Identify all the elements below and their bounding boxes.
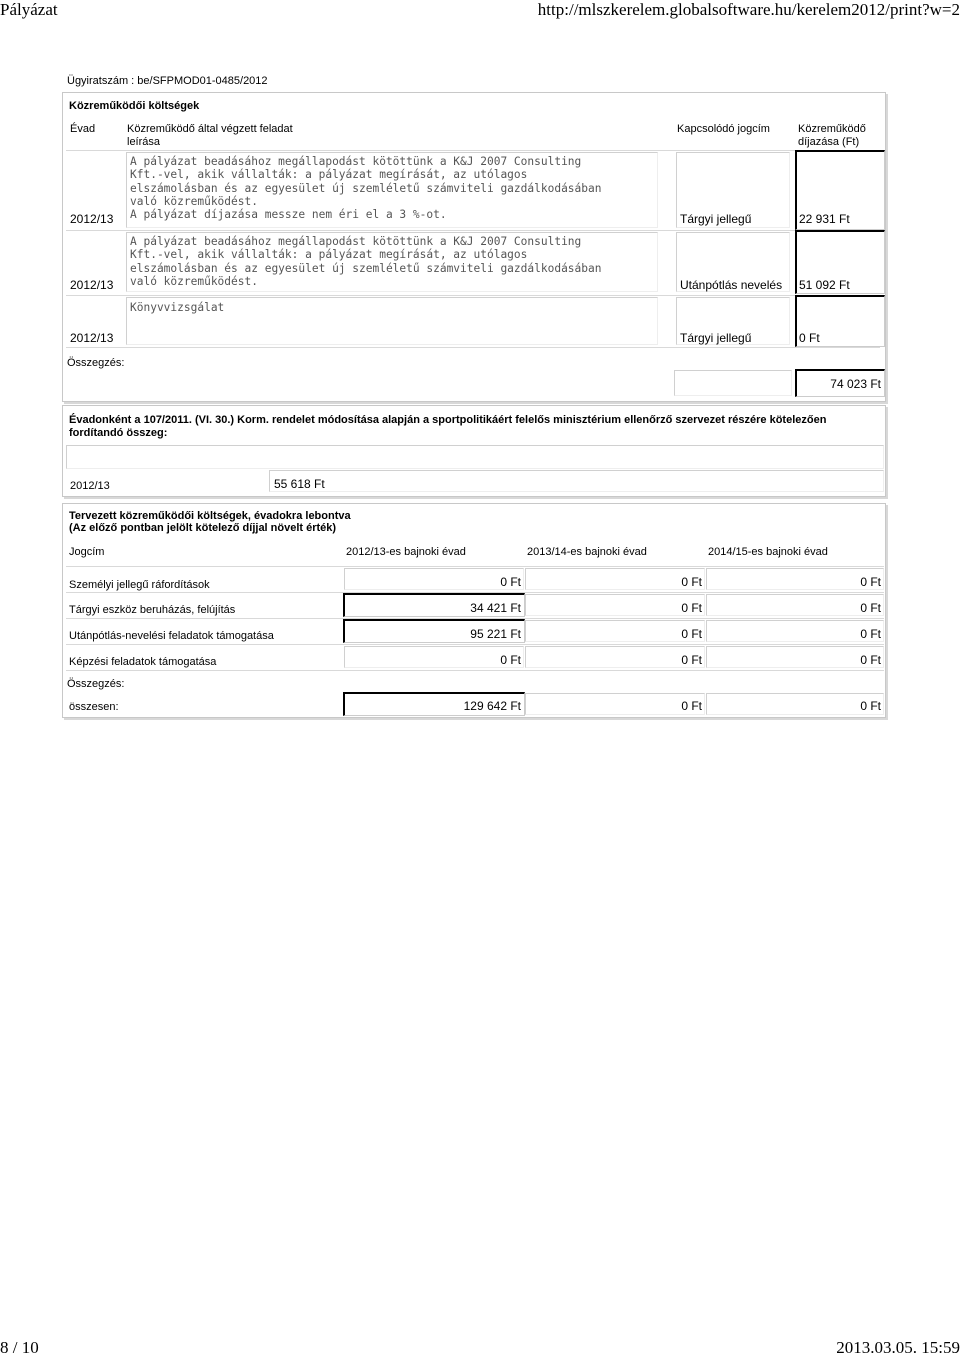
row-description: A pályázat beadásához megállapodást kötöttünk a K&J 2007 Consulting Kft.-vel, akik vállalták: a pályázat megírását, az utólagos elszámolásban és az egyesület új szemléletű számviteli gazdálkodásában való közreműködést. [130, 235, 602, 288]
row-jogcim: Tárgyi jellegű [680, 331, 752, 345]
total-label: összesen: [69, 701, 119, 713]
col-2013-14: 2013/14-es bajnoki évad [527, 546, 647, 558]
row-value-1: 0 Ft [500, 575, 521, 589]
row-value-2: 0 Ft [681, 653, 702, 667]
print-header-url: http://mlszkerelem.globalsoftware.hu/kerelem2012/print?w=2 [537, 0, 960, 19]
row-jogcim: Tárgyi jellegű [680, 212, 752, 226]
summary-empty-field [674, 370, 792, 396]
osszeg-value: 74 023 Ft [830, 377, 881, 391]
row-value-2: 0 Ft [681, 575, 702, 589]
row-description: Könyvvizsgálat [130, 301, 225, 314]
row-dijazas: 51 092 Ft [799, 278, 850, 292]
total-value-2: 0 Ft [681, 699, 702, 713]
total-value-3: 0 Ft [860, 699, 881, 713]
col-jogcim: Jogcím [69, 546, 105, 558]
evadonkent-title: Évadonként a 107/2011. (VI. 30.) Korm. rendelet módosítása alapján a sportpolitikáért felelős minisztérium ellenőrző szervezet részére kötelezően fordítandó összeg: [69, 414, 827, 439]
col-evad: Évad [70, 123, 96, 135]
col-feladat: Közreműködő által végzett feladat leírása [127, 123, 293, 148]
row-value-1: 0 Ft [500, 653, 521, 667]
total-value-1: 129 642 Ft [463, 699, 521, 713]
evadonkent-evad: 2012/13 [70, 480, 110, 492]
row-evad: 2012/13 [70, 278, 114, 292]
row-value-3: 0 Ft [860, 575, 881, 589]
row-evad: 2012/13 [70, 331, 114, 345]
col-dijazas: Közreműködő díjazása (Ft) [798, 123, 866, 148]
row-value-1: 34 421 Ft [470, 601, 521, 615]
col-2014-15: 2014/15-es bajnoki évad [708, 546, 828, 558]
document-id: Ügyiratszám : be/SFPMOD01-0485/2012 [67, 75, 268, 87]
evadonkent-amount-field[interactable] [269, 470, 884, 492]
evadonkent-osszeg: 55 618 Ft [274, 477, 325, 491]
row-value-3: 0 Ft [860, 627, 881, 641]
row-value-2: 0 Ft [681, 601, 702, 615]
row-value-3: 0 Ft [860, 601, 881, 615]
osszegzes-label: Összegzés: [67, 357, 125, 369]
row-description: A pályázat beadásához megállapodást kötöttünk a K&J 2007 Consulting Kft.-vel, akik vállalták: a pályázat megírását, az utólagos elszámolásban és az egyesület új szemléletű számviteli gazdálkodásában való közreműködést. A pályázat díjazása messze nem éri el a 3 %-ot. [130, 155, 602, 222]
row-label: Személyi jellegű ráfordítások [69, 579, 210, 591]
col-2012-13: 2012/13-es bajnoki évad [346, 546, 466, 558]
row-value-2: 0 Ft [681, 627, 702, 641]
col-jogcim: Kapcsolódó jogcím [677, 123, 770, 135]
row-evad: 2012/13 [70, 212, 114, 226]
row-label: Utánpótlás-nevelési feladatok támogatása [69, 630, 274, 642]
row-label: Tárgyi eszköz beruházás, felújítás [69, 604, 236, 616]
tervezett-osszegzes-label: Összegzés: [67, 678, 125, 690]
row-value-1: 95 221 Ft [470, 627, 521, 641]
row-label: Képzési feladatok támogatása [69, 656, 217, 668]
evadonkent-spacer-field [66, 445, 884, 469]
print-footer-datetime: 2013.03.05. 15:59 [836, 1338, 960, 1357]
tervezett-title: Tervezett közreműködői költségek, évadokra lebontva (Az előző pontban jelölt kötelező díjjal növelt érték) [69, 510, 351, 534]
row-value-3: 0 Ft [860, 653, 881, 667]
row-dijazas: 0 Ft [799, 331, 820, 345]
row-jogcim: Utánpótlás nevelés [680, 278, 783, 292]
print-header-title: Pályázat [0, 0, 58, 19]
print-footer-page: 8 / 10 [0, 1338, 39, 1357]
row-dijazas: 22 931 Ft [799, 212, 850, 226]
kozremukodoi-title: Közreműködői költségek [69, 100, 200, 112]
